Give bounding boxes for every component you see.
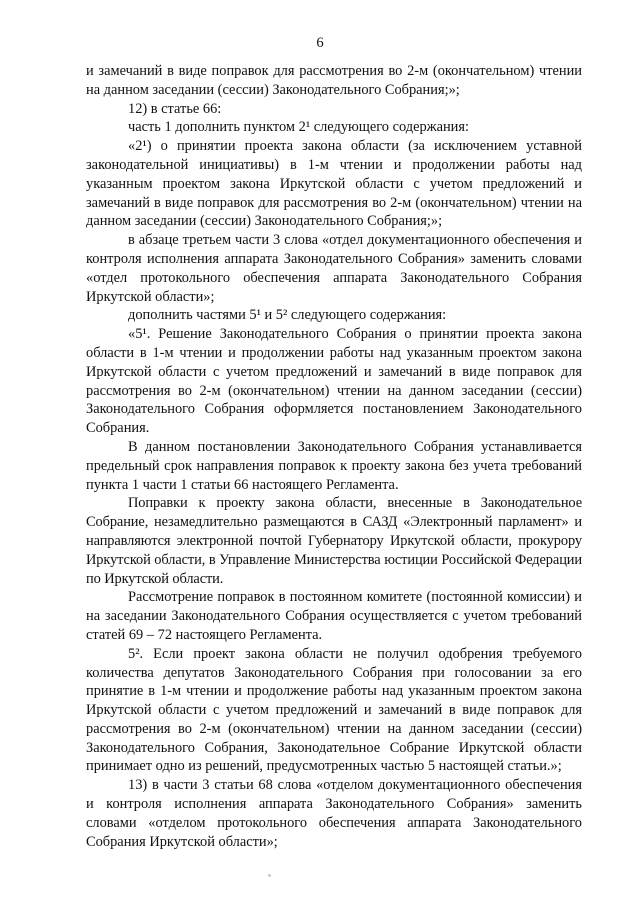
paragraph-6: дополнить частями 5¹ и 5² следующего содержания: [128,307,447,324]
scan-speck [268,874,271,877]
paragraph-2: 12) в статье 66: [128,100,222,117]
paragraph-1: и замечаний в виде поправок для рассмотрения во 2-м (окончательном) чтении на данном заседании (сессии) Законодательного Собрания;»; [86,63,582,98]
paragraph-10: Рассмотрение поправок в постоянном комитете (постоянной комиссии) и на заседании Законодательного Собрания осуществляется с учетом требований статей 69 – 72 настоящего Регламента. [86,589,582,643]
paragraph-9: Поправки к проекту закона области, внесенные в Законодательное Собрание, незамедлительно размещаются в САЗД «Электронный парламент» и направляются электронной почтой Губернатору Иркутской области, прокурору Иркутской области, в Управление Министерства юстиции Российской Федерации по Иркутской области. [86,495,582,587]
document-body [86,62,582,851]
paragraph-7: «5¹. Решение Законодательного Собрания о принятии проекта закона области в 1-м чтении и продолжении работы над указанным проектом закона Иркутской области с учетом предложений и замечаний в виде поправок для рассмотрения во 2-м (окончательном) чтении на данном заседании (сессии) Законодательного Собрания оформляется постановлением Законодательного Собрания. [86,326,582,437]
paragraph-4: «2¹) о принятии проекта закона области (за исключением уставной законодательной инициативы) в 1-м чтении и продолжении работы над указанным проектом закона Иркутской области с учетом предложений и замечаний в виде поправок для рассмотрения во 2-м (окончательном) чтении на данном заседании (сессии) Законодательного Собрания;»; [86,138,582,230]
paragraph-12: 13) в части 3 статьи 68 слова «отделом документационного обеспечения и контроля исполнения аппарата Законодательного Собрания» заменить словами «отделом протокольного обеспечения аппарата Законодательного Собрания Иркутской области»; [86,777,582,850]
page-number: 6 [316,35,324,51]
paragraph-11: 5². Если проект закона области не получил одобрения требуемого количества депутатов Законодательного Собрания при голосовании за его принятие в 1-м чтении и продолжение работы над указанным проектом закона Иркутской области с учетом предложений и замечаний в виде поправок для рассмотрения во 2-м (окончательном) чтении на данном заседании (сессии) Законодательного Собрания, Законодательное Собрание Иркутской области принимает одно из решений, предусмотренных частью 5 настоящей статьи.»; [86,645,582,775]
paragraph-3: часть 1 дополнить пунктом 2¹ следующего содержания: [128,119,470,136]
paragraph-5: в абзаце третьем части 3 слова «отдел документационного обеспечения и контроля исполнения аппарата Законодательного Собрания» заменить словами «отдел протокольного обеспечения аппарата Законодательного Собрания Иркутской области»; [86,232,582,305]
paragraph-8: В данном постановлении Законодательного Собрания устанавливается предельный срок направления поправок к проекту закона без учета требований пункта 1 части 1 статьи 66 настоящего Регламента. [86,438,582,493]
